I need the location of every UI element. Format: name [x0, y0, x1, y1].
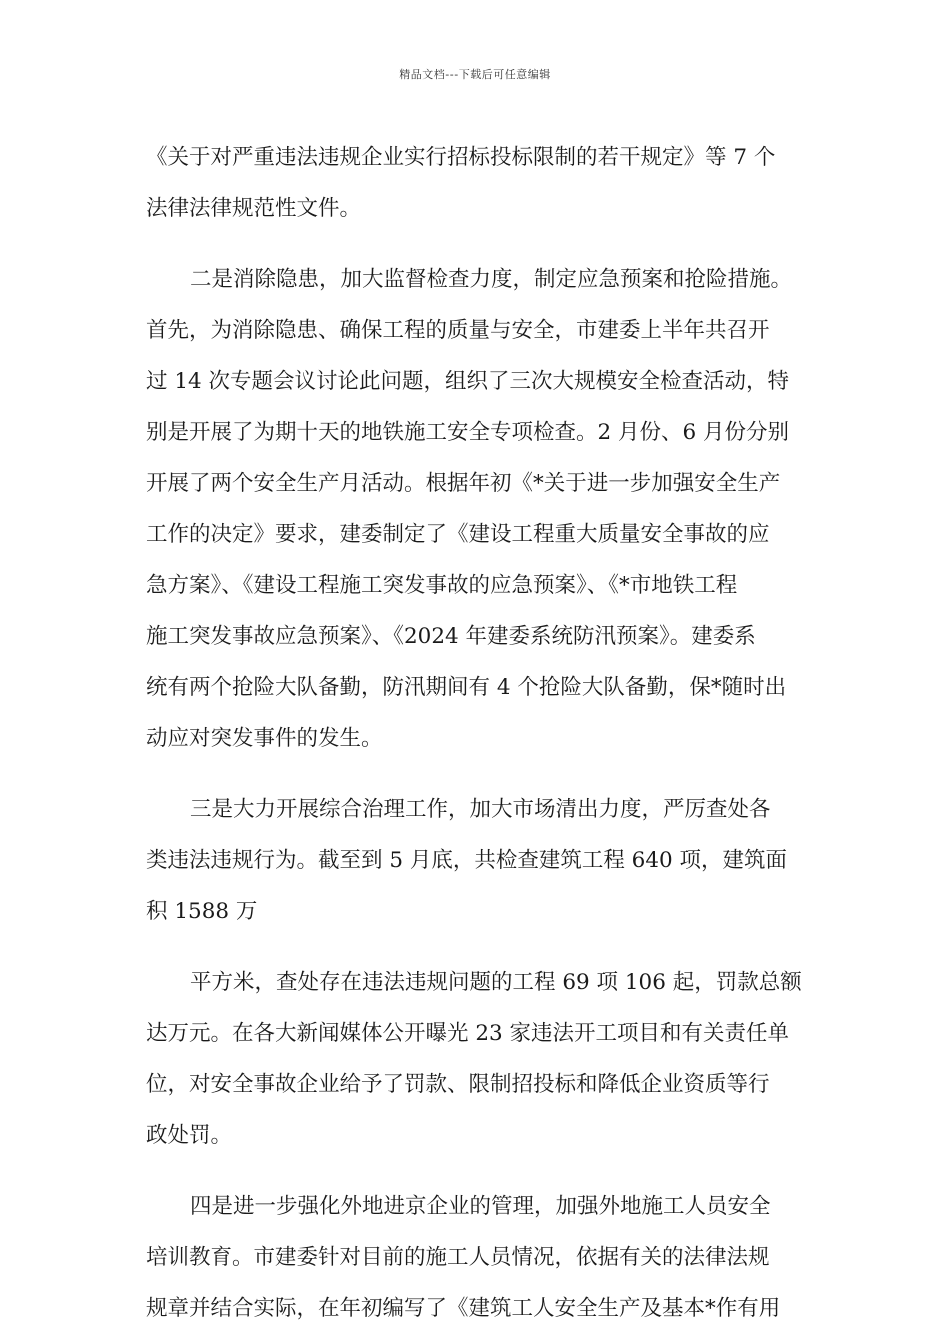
- text-line: 过 14 次专题会议讨论此问题，组织了三次大规模安全检查活动，特: [146, 369, 790, 394]
- text-line: 达万元。在各大新闻媒体公开曝光 23 家违法开工项目和有关责任单: [146, 1021, 790, 1046]
- text-line: 首先，为消除隐患、确保工程的质量与安全，市建委上半年共召开: [146, 318, 770, 343]
- text-line: 规章并结合实际，在年初编写了《建筑工人安全生产及基本*作有用: [146, 1296, 781, 1321]
- text-line: 培训教育。市建委针对目前的施工人员情况，依据有关的法律法规: [146, 1245, 770, 1270]
- text-line: 法律法律规范性文件。: [146, 196, 362, 221]
- text-line: 工作的决定》要求，建委制定了《建设工程重大质量安全事故的应: [146, 522, 770, 547]
- paragraph-4: [146, 957, 810, 1161]
- text-line: 三是大力开展综合治理工作，加大市场清出力度，严厉查处各: [190, 797, 771, 822]
- document-body: [146, 132, 810, 1334]
- text-line: 平方米，查处存在违法违规问题的工程 69 项 106 起，罚款总额: [190, 970, 802, 995]
- paragraph-2: [146, 254, 810, 764]
- text-line: 位，对安全事故企业给予了罚款、限制招投标和降低企业资质等行: [146, 1072, 770, 1097]
- text-line: 急方案》、《建设工程施工突发事故的应急预案》、《*市地铁工程: [146, 573, 738, 598]
- text-line: 类违法违规行为。截至到 5 月底，共检查建筑工程 640 项，建筑面: [146, 848, 788, 873]
- text-line: 二是消除隐患，加大监督检查力度，制定应急预案和抢险措施。: [190, 267, 793, 292]
- text-line: 别是开展了为期十天的地铁施工安全专项检查。2 月份、6 月份分别: [146, 420, 790, 445]
- text-line: 施工突发事故应急预案》、《2024 年建委系统防汛预案》。建委系: [146, 624, 756, 649]
- text-line: 积 1588 万: [146, 899, 258, 924]
- page-header: 精品文档---下载后可任意编辑: [399, 68, 551, 81]
- paragraph-1: [146, 132, 810, 234]
- text-line: 动应对突发事件的发生。: [146, 726, 383, 751]
- paragraph-5: [146, 1181, 810, 1334]
- text-line: 政处罚。: [146, 1123, 233, 1148]
- text-line: 开展了两个安全生产月活动。根据年初《*关于进一步加强安全生产: [146, 471, 781, 496]
- paragraph-3: [146, 784, 810, 937]
- text-line: 四是进一步强化外地进京企业的管理，加强外地施工人员安全: [190, 1194, 771, 1219]
- text-line: 统有两个抢险大队备勤，防汛期间有 4 个抢险大队备勤，保*随时出: [146, 675, 787, 700]
- text-line: 《关于对严重违法违规企业实行招标投标限制的若干规定》等 7 个: [146, 145, 776, 170]
